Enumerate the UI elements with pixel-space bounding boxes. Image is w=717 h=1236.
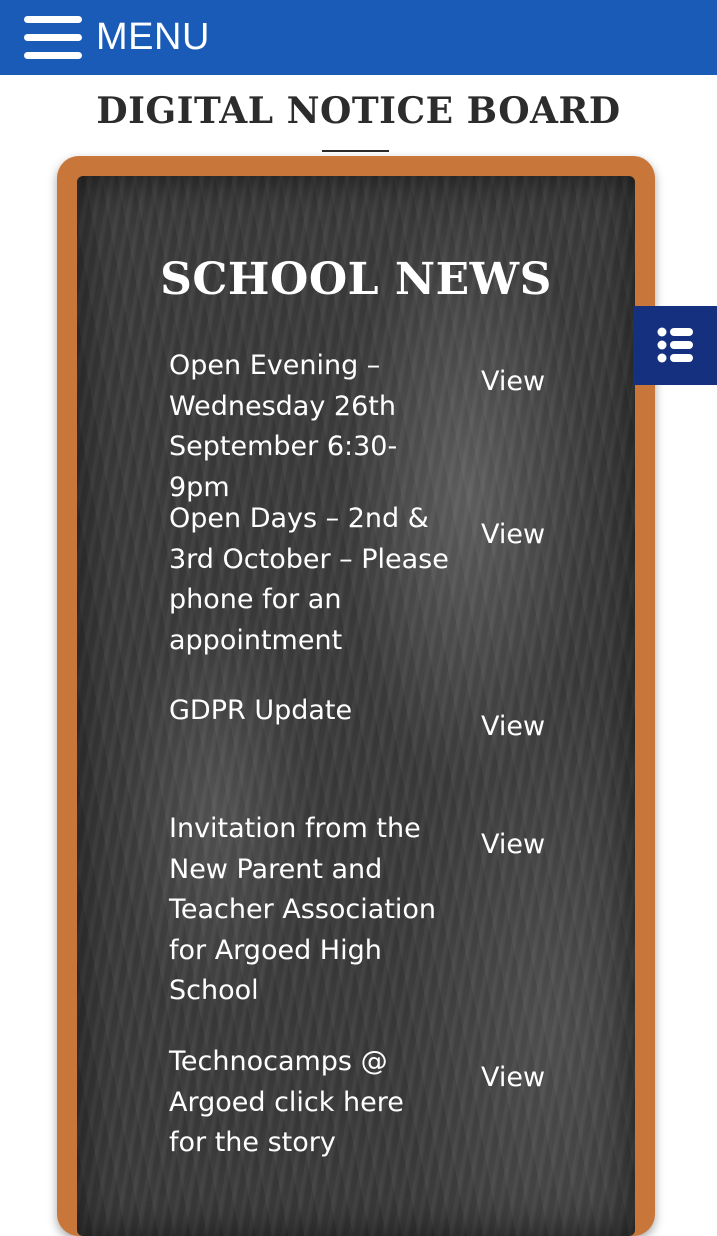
news-item xyxy=(169,691,569,809)
notice-board-frame xyxy=(57,156,655,1236)
news-item xyxy=(169,1042,569,1172)
menu-button[interactable] xyxy=(0,0,717,75)
news-item-view-link[interactable]: View xyxy=(481,711,546,742)
news-item-view-link[interactable]: View xyxy=(481,519,546,550)
news-item-text: GDPR Update xyxy=(169,695,353,726)
title-divider xyxy=(322,150,389,152)
news-item-text: Open Days – 2nd & 3rd October – Please phone for an appointment xyxy=(169,503,449,656)
news-item-view-link[interactable]: View xyxy=(481,829,546,860)
board-title: SCHOOL NEWS xyxy=(160,254,552,305)
news-item-view-link[interactable]: View xyxy=(481,366,546,397)
menu-label[interactable]: MENU xyxy=(96,16,210,58)
list-icon[interactable] xyxy=(657,326,693,364)
news-list xyxy=(169,346,569,1172)
news-item xyxy=(169,499,569,691)
news-item-view-link[interactable]: View xyxy=(481,1062,546,1093)
news-item-text: Invitation from the New Parent and Teacher Association for Argoed High School xyxy=(169,813,437,1006)
news-item-text: Technocamps @ Argoed click here for the story xyxy=(169,1046,404,1158)
side-menu-tab[interactable] xyxy=(633,306,717,385)
news-item xyxy=(169,346,569,503)
news-item-text: Open Evening – Wednesday 26th September 6:30-9pm xyxy=(169,350,398,503)
chalkboard xyxy=(77,176,635,1236)
hamburger-icon[interactable] xyxy=(24,16,82,60)
page-title: DIGITAL NOTICE BOARD xyxy=(96,90,621,132)
news-item xyxy=(169,809,569,1042)
